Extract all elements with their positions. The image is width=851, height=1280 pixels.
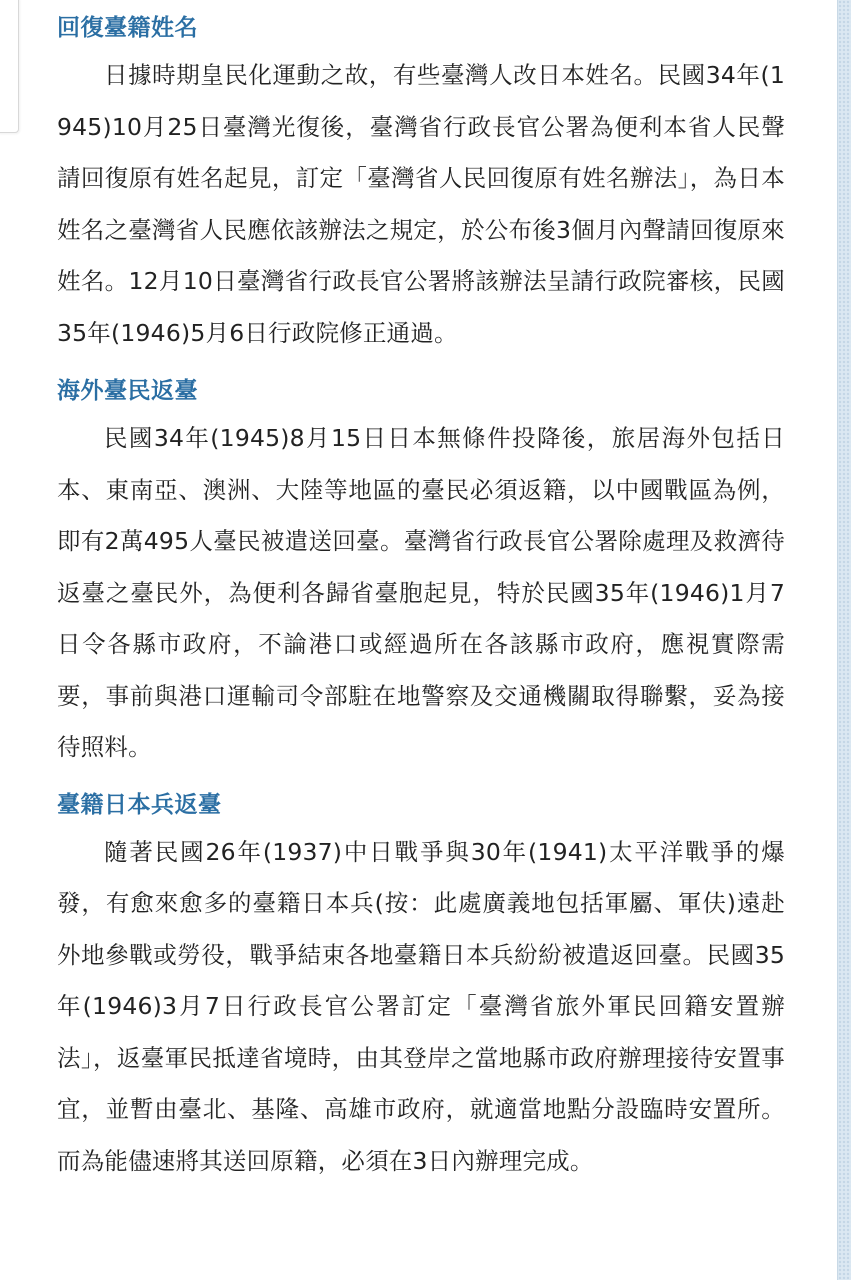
section-overseas-return (57, 365, 785, 774)
section-paragraph: 日據時期皇民化運動之故，有些臺灣人改日本姓名。民國34年(1945)10月25日臺灣光復後，臺灣省行政長官公署為便利本省人民聲請回復原有姓名起見，訂定「臺灣省人民回復原有姓名辦法」，為日本姓名之臺灣省人民應依該辦法之規定，於公布後3個月內聲請回復原來姓名。12月10日臺灣省行政長官公署將該辦法呈請行政院審核，民國35年(1946)5月6日行政院修正通過。 (57, 61, 785, 347)
section-heading: 海外臺民返臺 (57, 378, 198, 404)
section-paragraph: 民國34年(1945)8月15日日本無條件投降後，旅居海外包括日本、東南亞、澳洲、大陸等地區的臺民必須返籍，以中國戰區為例，即有2萬495人臺民被遣送回臺。臺灣省行政長官公署除處理及救濟待返臺之臺民外，為便利各歸省臺胞起見，特於民國35年(1946)1月7日令各縣市政府，不論港口或經過所在各該縣市政府，應視實際需要，事前與港口運輸司令部駐在地警察及交通機關取得聯繫，妥為接待照料。 (57, 424, 785, 761)
section-soldiers-return (57, 779, 785, 1188)
section-paragraph: 隨著民國26年(1937)中日戰爭與30年(1941)太平洋戰爭的爆發，有愈來愈多的臺籍日本兵(按：此處廣義地包括軍屬、軍伕)遠赴外地參戰或勞役，戰爭結束各地臺籍日本兵紛紛被遣返回臺。民國35年(1946)3月7日行政長官公署訂定「臺灣省旅外軍民回籍安置辦法」，返臺軍民抵達省境時，由其登岸之當地縣市政府辦理接待安置事宜，並暫由臺北、基隆、高雄市政府，就適當地點分設臨時安置所。而為能儘速將其送回原籍，必須在3日內辦理完成。 (57, 837, 785, 1175)
section-heading: 回復臺籍姓名 (57, 15, 198, 41)
section-restore-names (57, 2, 785, 359)
article-content (57, 0, 785, 1187)
scrollbar-track[interactable] (837, 0, 851, 1280)
section-heading: 臺籍日本兵返臺 (57, 791, 222, 818)
side-panel-edge (0, 0, 19, 133)
